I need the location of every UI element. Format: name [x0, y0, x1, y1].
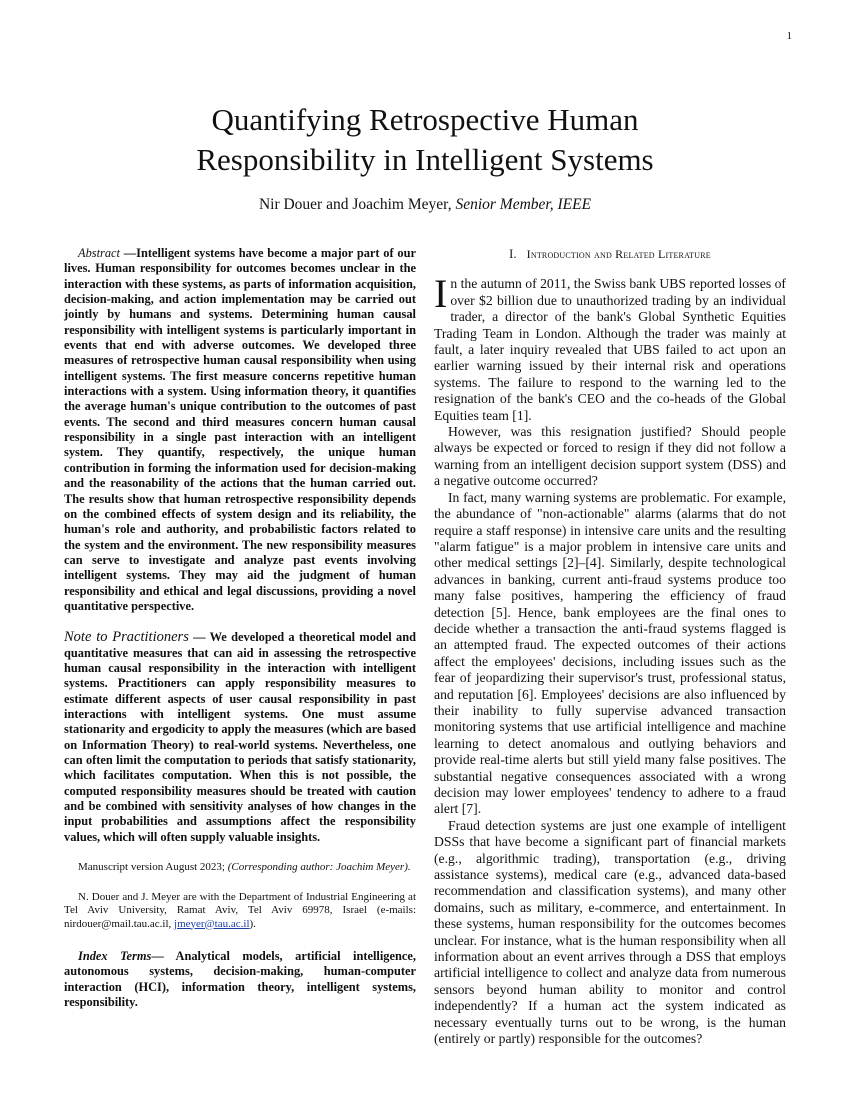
note-label: Note to Practitioners — [64, 629, 189, 646]
affiliation-end: ). — [249, 917, 256, 930]
drop-cap: I — [434, 271, 448, 317]
affiliation-note — [64, 891, 416, 932]
manuscript-note — [64, 861, 416, 875]
section-title: Introduction and Related Literature — [526, 247, 711, 261]
intro-paragraph-1 — [434, 271, 786, 424]
section-heading — [434, 246, 786, 262]
abstract — [64, 246, 416, 614]
intro-paragraph-1-text: n the autumn of 2011, the Swiss bank UBS reported losses of over $2 billion due to unauthorized trading by an individual trader, a director of the bank's Global Synthetic Equities Trading Team in London. Although the trader was mainly at fault, a later inquiry revealed that UBS failed to act upon an earlier warning issued by their internal risk and operations systems. The failure to respond to the warning led to the resignation of the bank's CEO and the co-heads of the Global Equities team [1]. — [434, 276, 786, 423]
note-to-practitioners — [64, 630, 416, 845]
author-role: Senior Member, IEEE — [455, 196, 592, 213]
email-link[interactable]: jmeyer@tau.ac.il — [174, 917, 250, 930]
right-column — [434, 246, 786, 1048]
page-number: 1 — [786, 30, 792, 42]
left-column — [64, 246, 416, 1010]
author-names: Nir Douer and Joachim Meyer, — [258, 196, 456, 213]
section-number: I. — [509, 247, 517, 261]
paper-title — [0, 100, 850, 180]
note-text: — We developed a theoretical model and quantitative measures that can aid in assessing the retrospective human causal responsibility in the interaction with intelligent systems. Practitioners can apply responsibility measures to estimate different aspects of user causal responsibility in past interactions with intelligent systems. One must assume stationarity and ergodicity to apply the measures (which are based on Information Theory) to real-world systems. Nevertheless, one can often limit the computation to periods that satisfy stationarity, which facilitates computation. When this is not possible, the computed responsibility measures should be treated with caution and be combined with sensitivity analyses of how changes in the input probabilities and assumptions affect the responsibility values, which will often supply valuable insights. — [64, 630, 417, 844]
title-line-2: Responsibility in Intelligent Systems — [196, 142, 654, 177]
abstract-text: —Intelligent systems have become a major part of our lives. Human responsibility for outcomes becomes unclear in the interaction with these systems, as parts of information acquisition, decision-making, and action implementation may be carried out jointly by humans and systems. Determining human causal responsibility with intelligent systems is particularly important in events that end with adverse outcomes. We developed three measures of retrospective human causal responsibility when using intelligent systems. The first measure concerns repetitive human interactions with a system. Using information theory, it quantifies the average human's unique contribution to the outcomes of past events. The second and third measures concern human causal responsibility in a single past interaction with an intelligent system. They quantify, respectively, the unique human contribution in forming the information used for decision-making and the reasonability of the actions that the human carried out. The results show that human retrospective responsibility depends on the combined effects of system design and its reliability, the human's role and authority, and probabilistic factors related to the system and the environment. The new responsibility measures can serve to investigate and analyze past events involving intelligent systems. They may aid the judgment of human responsibility and ethical and legal discussions, providing a novel quantitative perspective. — [64, 246, 416, 613]
index-terms-label: Index Terms — [78, 949, 152, 964]
intro-paragraph-4: Fraud detection systems are just one example of intelligent DSSs that have become a significant part of financial markets (e.g., algorithmic trading), transportation (e.g., driving assistance systems), medical care (e.g., advanced data-based recommendation and classification systems), and many other domains, such as military, e-commerce, and entertainment. In these systems, human responsibility for the outcomes becomes unclear. For instance, what is the human responsibility when all information about an event arrives through a DSS that employs artificial intelligence to collect and analyze data from numerous sensors beyond human ability to monitor and control independently? If a human act the system indicated as necessary eventually turns out to be wrong, is the human (entirely or partly) responsible for the outcomes? — [434, 817, 786, 1047]
intro-paragraph-2: However, was this resignation justified? Should people always be expected or forced to resign if they did not follow a warning from an intelligent decision support system (DSS) and a negative outcome occurred? — [434, 424, 786, 489]
title-line-1: Quantifying Retrospective Human — [211, 102, 639, 137]
intro-paragraph-3: In fact, many warning systems are problematic. For example, the abundance of "non-actionable" alarms (alarms that do not require a staff response) in intensive care units and the resulting "alarm fatigue" is a major problem in intensive care units and other medical settings [2]–[4]. Similarly, despite technological advances in banking, current anti-fraud systems produce too many false positives, hampering the efficiency of fraud detection [5]. Hence, bank employees are the final ones to decide whether a transaction the anti-fraud systems flagged is an attempted fraud. The expected outcomes of their actions affect the employees' decisions, including issues such as the fear of jeopardizing their supervisor's trust, professional status, and reputation [6]. Employees' decisions are also influenced by their inability to fully supervise advanced transaction monitoring systems that use artificial intelligence and machine learning to detect anomalous and outlying behaviors and provide real-time alerts but still yield many false positives. The substantial negative consequences associated with a wrong decision may lower employees' tendency to adhere to a fraud alert [7]. — [434, 489, 786, 817]
author-line — [0, 196, 850, 214]
index-terms — [64, 949, 416, 1010]
abstract-label: Abstract — [78, 246, 120, 260]
corresponding-author: (Corresponding author: Joachim Meyer). — [227, 861, 411, 874]
affiliation-text: N. Douer and J. Meyer are with the Department of Industrial Engineering at Tel Aviv University, Ramat Aviv, Tel Aviv 69978, Israel (e-mails: nirdouer@mail.tau.ac.il, — [64, 890, 416, 930]
index-terms-text: — Analytical models, artificial intelligence, autonomous systems, decision-making, human-computer interaction (HCI), information theory, intelligent systems, responsibility. — [64, 949, 416, 1010]
manuscript-text: Manuscript version August 2023; — [78, 861, 228, 874]
